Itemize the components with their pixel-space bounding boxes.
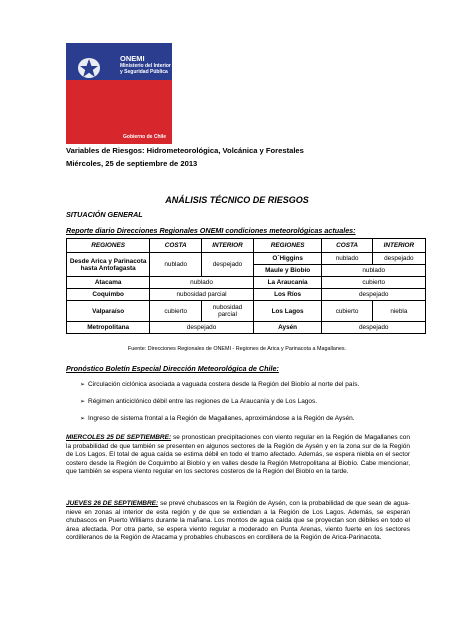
onemi-logo	[66, 43, 172, 144]
table-cell: Los Ríos	[253, 289, 322, 301]
forecast-paragraph-thursday	[66, 500, 410, 543]
table-header-row	[67, 239, 426, 253]
col-header: COSTA	[150, 239, 202, 253]
conditions-table	[66, 238, 426, 334]
table-cell: despejado	[202, 253, 254, 277]
page-title: ANÁLISIS TÉCNICO DE RIESGOS	[165, 195, 309, 205]
bullet-text: Régimen anticiclónico débil entre las regiones de La Araucanía y de Los Lagos.	[88, 398, 318, 405]
logo-ministry-1: Ministerio del Interior	[120, 63, 171, 69]
list-item	[80, 381, 359, 388]
table-cell: nublado	[150, 253, 202, 277]
table-cell: despejado	[322, 289, 426, 301]
table-cell: O´Higgins	[253, 253, 322, 265]
table-cell: despejado	[372, 253, 425, 265]
report-title: Reporte diario Direcciones Regionales ONEMI condiciones meteorológicas actuales:	[66, 226, 356, 235]
table-cell: La Araucanía	[253, 277, 322, 289]
logo-text	[120, 54, 171, 75]
arrow-bullet-icon: ➢	[80, 382, 86, 388]
table-row	[67, 289, 426, 301]
table-cell: despejado	[322, 322, 426, 334]
table-cell: cubierto	[322, 301, 372, 322]
table-cell: nublado	[322, 265, 426, 277]
table-cell: cubierto	[322, 277, 426, 289]
coat-of-arms-icon	[74, 53, 104, 83]
logo-name: ONEMI	[120, 54, 145, 63]
table-cell: Metropolitana	[67, 322, 150, 334]
forecast-title: Pronóstico Boletín Especial Dirección Meteorológica de Chile:	[66, 364, 279, 373]
paragraph-text: se prevé chubascos en la Región de Aysén, con la probabilidad de que sean de agua-nieve en zonas al interior de esta región y de que se extiendan a la Región de Los Lagos. Además, se esperan chubascos en Puerto Williams durante la mañana. Los montos de agua caída que se proyectan son débiles en todo el área afectada. Por otra parte, se espera viento regular a moderado en Punta Arenas, viento fuerte en los sectores cordilleranos de la Región de Atacama y probables chubascos en cordillera de la Región de Arica-Parinacota.	[66, 500, 410, 542]
table-row	[67, 277, 426, 289]
forecast-paragraph-wednesday	[66, 434, 410, 477]
table-cell: nublado	[150, 277, 253, 289]
table-cell: cubierto	[150, 301, 202, 322]
bullet-text: Ingreso de sistema frontal a la Región de Magallanes, aproximándose a la Región de Aysén.	[88, 415, 355, 422]
col-header: COSTA	[322, 239, 372, 253]
table-row	[67, 253, 426, 265]
table-cell: Aysén	[253, 322, 322, 334]
header-date: Miércoles, 25 de septiembre de 2013	[66, 159, 198, 168]
col-header: INTERIOR	[372, 239, 425, 253]
col-header: INTERIOR	[202, 239, 254, 253]
col-header: REGIONES	[67, 239, 150, 253]
paragraph-lead: MIERCOLES 25 DE SEPTIEMBRE:	[66, 434, 172, 441]
arrow-bullet-icon: ➢	[80, 416, 86, 422]
table-cell: Coquimbo	[67, 289, 150, 301]
table-row	[67, 322, 426, 334]
section-heading: SITUACIÓN GENERAL	[66, 210, 143, 219]
list-item	[80, 415, 355, 422]
table-cell: Atacama	[67, 277, 150, 289]
table-cell: nubosidad parcial	[202, 301, 254, 322]
table-cell: despejado	[150, 322, 253, 334]
paragraph-text: se pronostican precipitaciones con viento regular en la Región de Magallanes con la probabilidad de que también se presenten en algunos sectores de la Región de Aysén y en la zona sur de la Región de Los Lagos. El total de agua caída se estima débil en todo el tramo afectado. Además, se espera niebla en el sector costero desde la Región de Coquimbo al Biobío y en valles desde la Región Metropolitana al Biobío. Cabe mencionar, que también se espera viento regular en los sectores costeros de la Región del Biobío en la tarde.	[66, 434, 410, 476]
logo-ministry-2: y Seguridad Pública	[120, 69, 168, 75]
table-source: Fuente: Direcciones Regionales de ONEMI - Regiones de Arica y Parinacota a Magallanes.	[127, 346, 347, 352]
table-cell: Los Lagos	[253, 301, 322, 322]
table-cell: Desde Arica y Parinacota hasta Antofagasta	[67, 253, 150, 277]
bullet-text: Circulación ciclónica asociada a vaguada costera desde la Región del Biobío al norte del país.	[88, 381, 360, 388]
col-header: REGIONES	[253, 239, 322, 253]
arrow-bullet-icon: ➢	[80, 399, 86, 405]
table-row	[67, 301, 426, 322]
table-cell: niebla	[372, 301, 425, 322]
logo-gobierno: Gobierno de Chile	[123, 134, 167, 140]
header-variables: Variables de Riesgos: Hidrometeorológica, Volcánica y Forestales	[66, 146, 304, 155]
table-cell: nubosidad parcial	[150, 289, 253, 301]
table-cell: nublado	[322, 253, 372, 265]
list-item	[80, 398, 317, 405]
paragraph-lead: JUEVES 26 DE SEPTIEMBRE:	[66, 500, 159, 507]
table-cell: Maule y Biobío	[253, 265, 322, 277]
table-cell: Valparaíso	[67, 301, 150, 322]
